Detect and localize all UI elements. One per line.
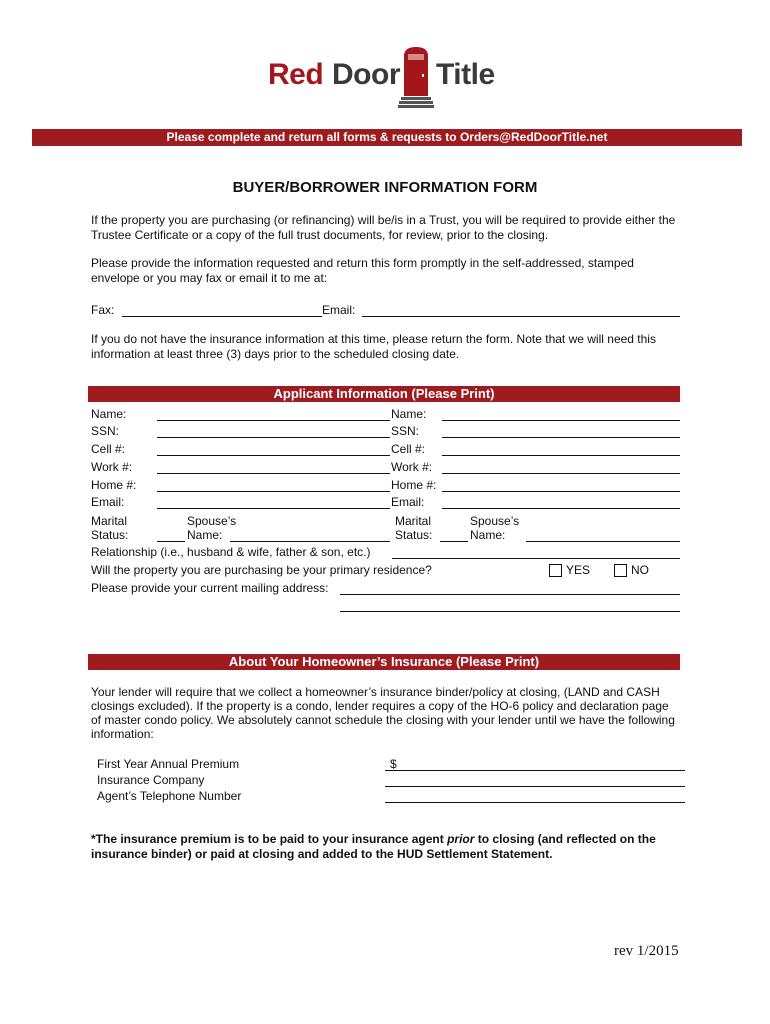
row-label-home-1: Home #: [91,478,137,492]
name-field-1[interactable] [157,420,390,421]
status-label-2: Status: [395,528,433,542]
marital-label-2: Marital [395,514,432,528]
form-title: BUYER/BORROWER INFORMATION FORM [232,179,538,196]
spouse-name-label-2: Name: [470,528,506,542]
row-label-ssn-1: SSN: [91,424,120,438]
ssn-field-1[interactable] [157,437,390,438]
row-label-cell-2: Cell #: [391,442,426,456]
note-text-prior: prior [447,832,475,846]
spouse-label-1: Spouse’s [187,514,237,528]
row-label-name-2: Name: [391,407,427,421]
home-field-2[interactable] [442,491,680,492]
work-field-1[interactable] [157,473,390,474]
door-icon [398,44,434,112]
marital-status-field-1[interactable] [157,541,185,542]
yes-label: YES [566,563,591,577]
insurance-p-line1: Your lender will require that we collect a homeowner’s insurance binder/policy at closing, (LAND and CASH [91,685,660,699]
mailing-address-field-2[interactable] [340,611,680,612]
agent-phone-field[interactable] [385,802,685,803]
applicant-email-field-1[interactable] [157,508,390,509]
cell-field-2[interactable] [442,455,680,456]
insurance-p-line2: closings excluded). If the property is a condo, lender requires a copy of the HO-6 policy and declaration page [91,699,669,713]
logo-word-red: Red [268,58,324,91]
cell-field-1[interactable] [157,455,390,456]
mailing-address-label: Please provide your current mailing address: [91,581,329,595]
intro-p1-line1: If the property you are purchasing (or refinancing) will be/is in a Trust, you will be required to provide either the [91,213,676,227]
work-field-2[interactable] [442,473,680,474]
mailing-address-field-1[interactable] [340,594,680,595]
spouse-name-field-1[interactable] [230,541,390,542]
no-label: NO [631,563,649,577]
company-label: Insurance Company [97,773,205,787]
logo-word-door: Door [332,58,400,91]
status-label-1: Status: [91,528,129,542]
premium-field[interactable] [385,770,685,771]
company-field[interactable] [385,786,685,787]
dollar-sign: $ [390,757,397,771]
fax-label: Fax: [91,303,115,317]
revision-label: rev 1/2015 [614,943,679,959]
intro-p2-line2: envelope or you may fax or email it to me at: [91,271,328,285]
row-label-cell-1: Cell #: [91,442,126,456]
primary-residence-question: Will the property you are purchasing be your primary residence? [91,563,432,577]
insurance-p-line4: information: [91,727,154,741]
row-label-work-1: Work #: [91,460,133,474]
spouse-name-label-1: Name: [187,528,223,542]
intro-p2-line1: Please provide the information requested and return this form promptly in the self-addressed, stamped [91,256,634,270]
marital-label-1: Marital [91,514,128,528]
applicant-header: Applicant Information (Please Print) [88,386,680,402]
insurance-note-line2: insurance binder) or paid at closing and added to the HUD Settlement Statement. [91,847,553,861]
insurance-header: About Your Homeowner’s Insurance (Please Print) [88,654,680,670]
fax-field[interactable] [122,316,322,317]
top-banner: Please complete and return all forms & requests to Orders@RedDoorTitle.net [32,129,742,146]
relationship-label: Relationship (i.e., husband & wife, father & son, etc.) [91,545,371,559]
row-label-ssn-2: SSN: [391,424,420,438]
relationship-field[interactable] [392,558,680,559]
agent-phone-label: Agent’s Telephone Number [97,789,242,803]
email-field[interactable] [362,316,680,317]
yes-checkbox[interactable] [549,564,562,577]
applicant-email-field-2[interactable] [442,508,680,509]
spouse-label-2: Spouse’s [470,514,520,528]
spouse-name-field-2[interactable] [526,541,680,542]
insurance-note-line1 [91,832,656,847]
row-label-email-2: Email: [391,495,425,509]
no-checkbox[interactable] [614,564,627,577]
name-field-2[interactable] [442,420,680,421]
note-text-a: *The insurance premium is to be paid to your insurance agent [91,832,448,846]
intro-p3-line1: If you do not have the insurance information at this time, please return the form. Note that we will need this [91,332,656,346]
ssn-field-2[interactable] [442,437,680,438]
email-label: Email: [322,303,356,317]
intro-p3-line2: information at least three (3) days prior to the scheduled closing date. [91,347,460,361]
logo-word-title: Title [436,58,495,91]
note-text-b: to closing (and reflected on the [474,832,656,846]
marital-status-field-2[interactable] [440,541,468,542]
intro-p1-line2: Trustee Certificate or a copy of the full trust documents, for review, prior to the closing. [91,228,549,242]
premium-label: First Year Annual Premium [97,757,240,771]
logo [268,44,508,114]
home-field-1[interactable] [157,491,390,492]
row-label-work-2: Work #: [391,460,433,474]
insurance-p-line3: of master condo policy. We absolutely cannot schedule the closing with your lender until we have the following [91,713,675,727]
row-label-name-1: Name: [91,407,127,421]
row-label-email-1: Email: [91,495,125,509]
row-label-home-2: Home #: [391,478,437,492]
